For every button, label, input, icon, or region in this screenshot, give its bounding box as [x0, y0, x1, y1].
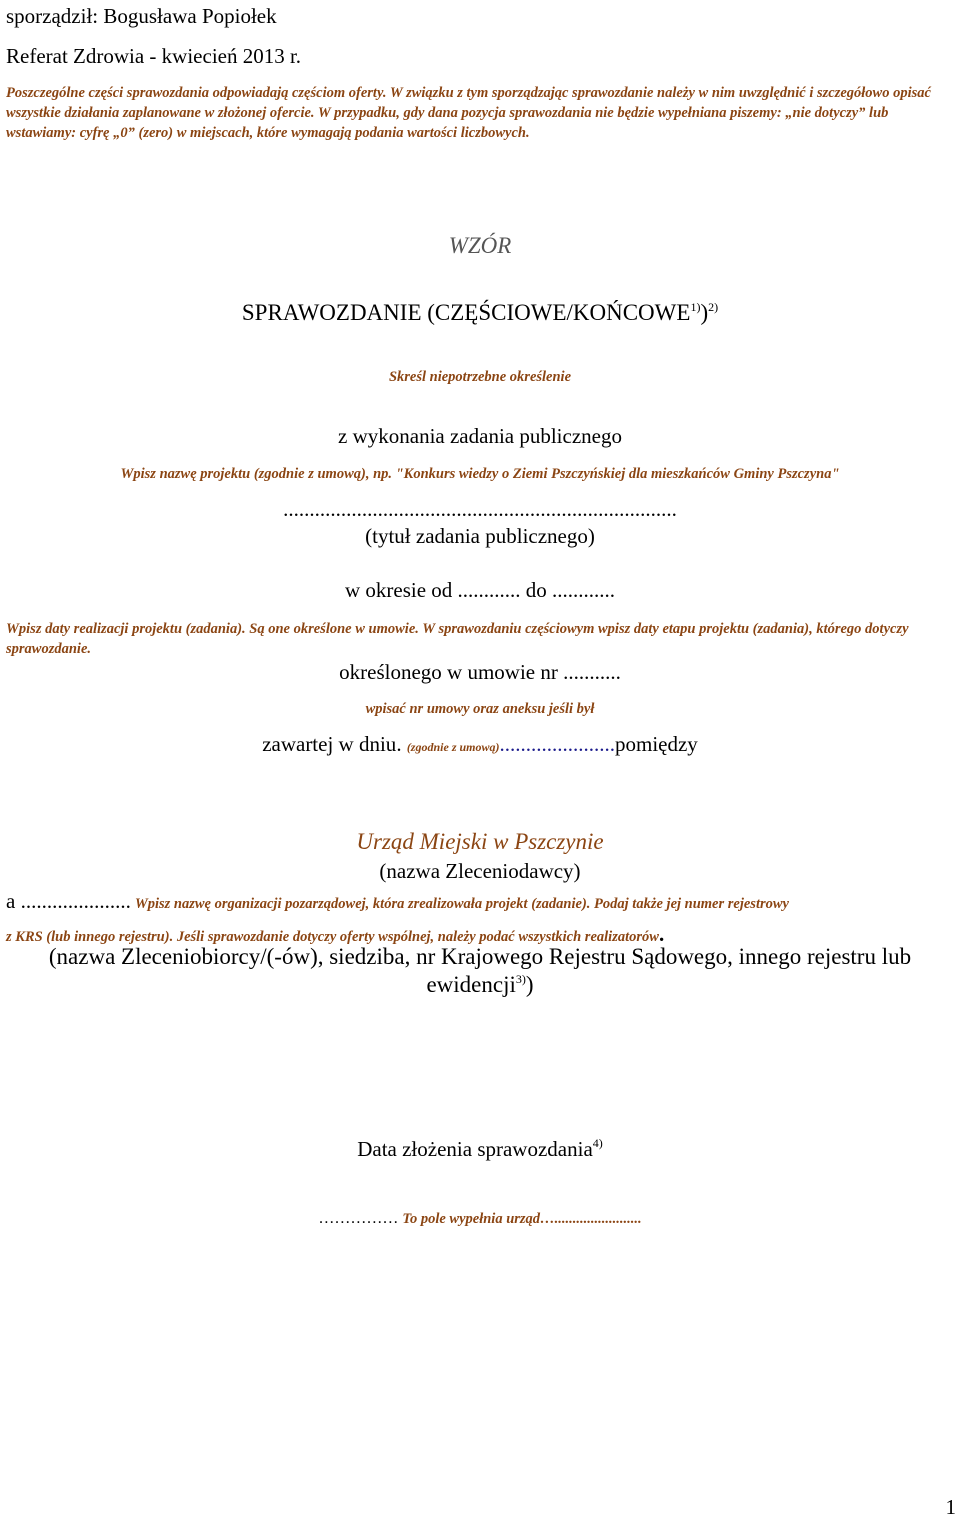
- contract-note: wpisać nr umowy oraz aneksu jeśli był: [365, 701, 595, 717]
- author-line: sporządził: Bogusława Popiołek: [6, 4, 277, 28]
- contractor-label-close: ): [525, 972, 534, 997]
- contractor-note-1: Wpisz nazwę organizacji pozarządowej, która zrealizowała projekt (zadanie). Podaj także jej numer rejestrowy: [134, 896, 789, 912]
- submission-dots-before: ……………: [318, 1210, 399, 1227]
- contractor-note-end: .: [658, 922, 665, 946]
- page-number: 1: [945, 1495, 956, 1519]
- submission-note: To pole wypełnia urząd: [402, 1211, 541, 1227]
- footnote-1: 1): [690, 300, 701, 314]
- concluded-prefix: zawartej w dniu: [262, 732, 397, 756]
- strike-note: Skreśl niepotrzebne określenie: [388, 369, 572, 385]
- concluded-note: (zgodnie z umową): [406, 740, 500, 754]
- intro-note: Poszczególne części sprawozdania odpowiadają częściom oferty. W związku z tym sporządzając sprawozdanie należy w nim uwzględnić i szczegółowo opisać wszystkie działania zaplanowane w złożonej ofercie. W przypadku, gdy dana pozycja sprawozdania nie będzie wypełniana piszemy: „nie dotyczy” lub wstawiamy: cyfrę „0” (zero) w miejscach, które wymagają podania wartości liczbowych.: [6, 85, 931, 141]
- contractor-note-2: z KRS (lub innego rejestru). Jeśli sprawozdanie dotyczy oferty wspólnej, należy podać wszystkich realizatorów: [6, 929, 659, 945]
- project-name-note: Wpisz nazwę projektu (zgodnie z umową), np. "Konkurs wiedzy o Ziemi Pszczyńskiej dla mieszkańców Gminy Pszczyna": [120, 466, 840, 482]
- submission-date-label: [0, 1137, 960, 1162]
- dates-note: Wpisz daty realizacji projektu (zadania). Są one określone w umowie. W sprawozdaniu częściowym wpisz daty etapu projektu (zadania), którego dotyczy sprawozdanie.: [6, 621, 909, 657]
- contractor-label-2: [0, 972, 960, 998]
- concluded-dots: ......................: [499, 732, 615, 756]
- contractor-label-2-text: ewidencji: [426, 972, 516, 997]
- footnote-2: 2): [708, 300, 719, 314]
- execution-line: z wykonania zadania publicznego: [338, 424, 622, 448]
- contract-line: określonego w umowie nr ...........: [339, 660, 621, 684]
- principal-name: Urząd Miejski w Pszczynie: [356, 829, 604, 854]
- contractor-line-1: [6, 889, 960, 914]
- wzor-heading: WZÓR: [448, 233, 512, 258]
- report-title-close: ): [700, 300, 709, 325]
- department-line: Referat Zdrowia - kwiecień 2013 r.: [6, 44, 302, 68]
- task-title-label: (tytuł zadania publicznego): [365, 524, 595, 548]
- footnote-4: 4): [592, 1136, 603, 1150]
- submission-dots-after: …........................: [540, 1211, 642, 1227]
- title-dots: ...........................................................................: [283, 497, 677, 521]
- concluded-line: [0, 732, 960, 757]
- report-title-main: SPRAWOZDANIE (CZĘŚCIOWE/KOŃCOWE: [241, 300, 691, 325]
- concluded-suffix: pomiędzy: [615, 732, 698, 756]
- submission-label-text: Data złożenia sprawozdania: [357, 1137, 593, 1161]
- footnote-3: 3): [515, 972, 526, 986]
- report-title: [0, 300, 960, 326]
- contractor-label-1: (nazwa Zleceniobiorcy/(-ów), siedziba, nr Krajowego Rejestru Sądowego, innego rejestru lub: [48, 944, 912, 969]
- concluded-dot: .: [396, 732, 407, 756]
- period-line: w okresie od ............ do ............: [344, 578, 616, 602]
- principal-label: (nazwa Zleceniodawcy): [379, 859, 581, 883]
- submission-office-line: [0, 1210, 960, 1228]
- contractor-prefix: a .....................: [6, 889, 131, 913]
